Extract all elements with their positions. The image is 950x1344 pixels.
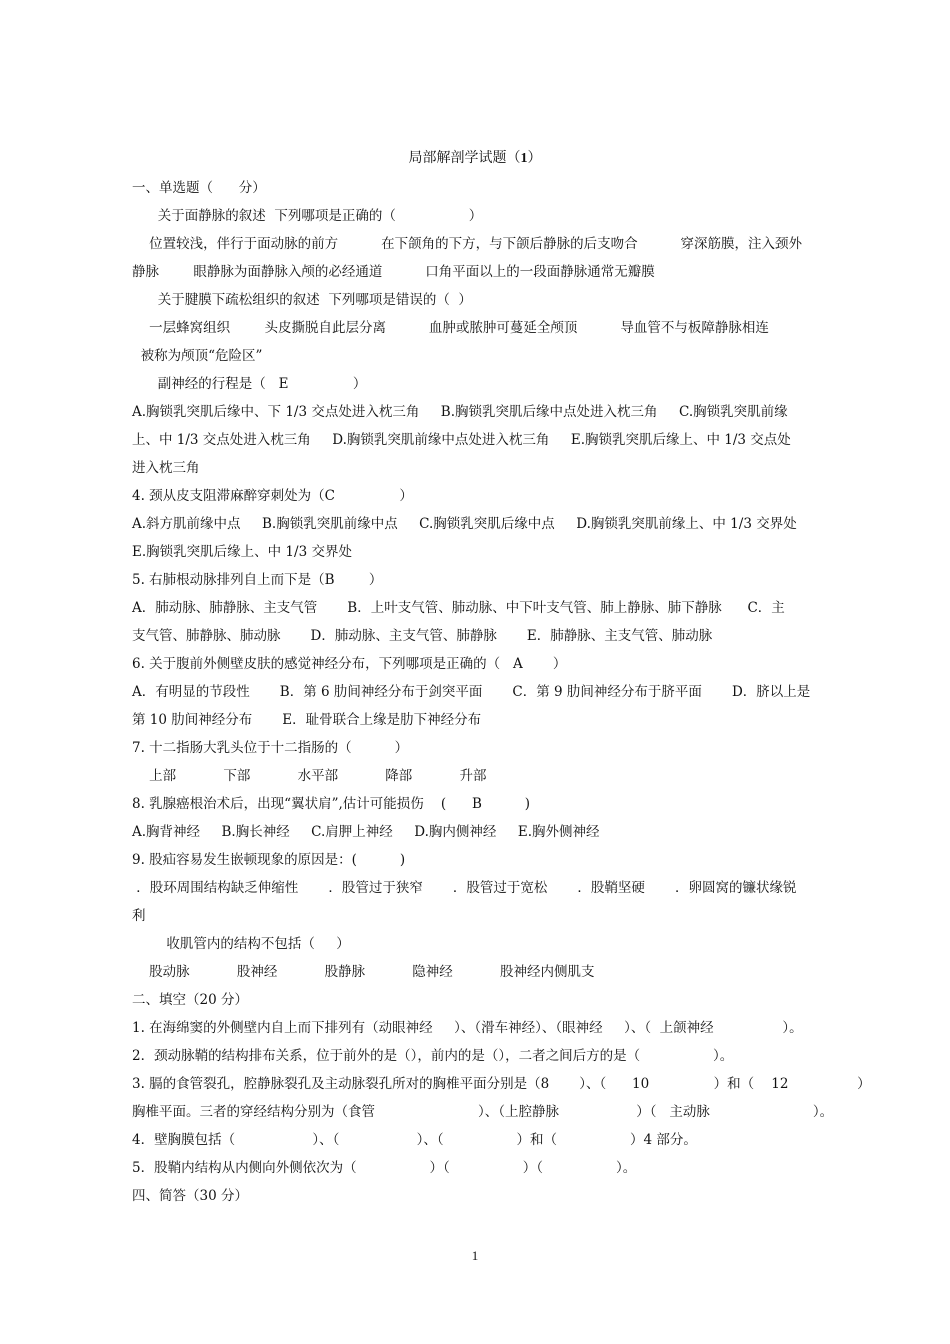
text-line: E.胸锁乳突肌后缘上、中 1/3 交界处 [132, 544, 352, 560]
title-number: 1 [520, 151, 528, 166]
text-line: 被称为颅顶“危险区” [132, 348, 263, 364]
text-line: ．股环周围结构缺乏伸缩性 ．股管过于狭窄 ．股管过于宽松 ．股鞘坚硬 ．卵圆窝的镰状缘锐 [132, 880, 797, 896]
text-line: 上部 下部 水平部 降部 升部 [132, 768, 487, 784]
title-text: 局部解剖学试题（ [408, 150, 521, 166]
text-line: 股动脉 股神经 股静脉 隐神经 股神经内侧肌支 [132, 964, 595, 980]
text-line: 利 [132, 908, 146, 924]
text-line: 9. 股疝容易发生嵌顿现象的原因是：( ) [132, 852, 406, 868]
text-line: 4．壁胸膜包括（ ）、（ ）、（ ）和（ ）4 部分。 [132, 1132, 697, 1148]
text-line: 四、简答（30 分） [132, 1188, 248, 1204]
text-line: 1. 在海绵窦的外侧壁内自上而下排列有（动眼神经 ）、（滑车神经）、（眼神经 ）、（ 上颌神经 ）。 [132, 1020, 803, 1036]
text-line: 胸椎平面。三者的穿经结构分别为（食管 ）、（上腔静脉 ）（ 主动脉 ）。 [132, 1104, 834, 1120]
text-line: A．有明显的节段性 B．第 6 肋间神经分布于剑突平面 C．第 9 肋间神经分布于脐平面 D．脐以上是 [132, 684, 811, 700]
text-line: 5. 右肺根动脉排列自上而下是（B ） [132, 572, 383, 588]
text-line: 上、中 1/3 交点处进入枕三角 D.胸锁乳突肌前缘中点处进入枕三角 E.胸锁乳突肌后缘上、中 1/3 交点处 [132, 432, 791, 448]
text-line: 2．颈动脉鞘的结构排布关系，位于前外的是（），前内的是（），二者之间后方的是（ ）。 [132, 1048, 734, 1064]
text-line: 6. 关于腹前外侧壁皮肤的感觉神经分布，下列哪项是正确的（ A ） [132, 656, 567, 672]
page-title [0, 148, 950, 169]
text-line: 位置较浅，伴行于面动脉的前方 在下颌角的下方，与下颌后静脉的后支吻合 穿深筋膜，注入颈外 [132, 236, 802, 252]
text-line: 静脉 眼静脉为面静脉入颅的必经通道 口角平面以上的一段面静脉通常无瓣膜 [132, 264, 655, 280]
text-line: A．肺动脉、肺静脉、主支气管 B．上叶支气管、肺动脉、中下叶支气管、肺上静脉、肺下静脉 C．主 [132, 600, 785, 616]
page-number: 1 [471, 1248, 479, 1263]
text-line: 8. 乳腺癌根治术后，出现“翼状肩”,估计可能损伤 ( B ) [132, 796, 531, 812]
text-line: 一层蜂窝组织 头皮撕脱自此层分离 血肿或脓肿可蔓延全颅顶 导血管不与板障静脉相连 [132, 320, 769, 336]
text-line: 3. 膈的食管裂孔，腔静脉裂孔及主动脉裂孔所对的胸椎平面分别是（8 ）、（ 10 ）和（ 12 ） [132, 1076, 871, 1092]
text-line: 关于面静脉的叙述 下列哪项是正确的（ ） [132, 208, 483, 224]
text-line: 4. 颈从皮支阻滞麻醉穿刺处为（C ） [132, 488, 413, 504]
text-line: 进入枕三角 [132, 460, 200, 476]
text-line: 第 10 肋间神经分布 E．耻骨联合上缘是肋下神经分布 [132, 712, 482, 728]
text-line: A.斜方肌前缘中点 B.胸锁乳突肌前缘中点 C.胸锁乳突肌后缘中点 D.胸锁乳突肌前缘上、中 1/3 交界处 [132, 516, 797, 532]
text-line: A.胸背神经 B.胸长神经 C.肩胛上神经 D.胸内侧神经 E.胸外侧神经 [132, 824, 600, 840]
text-line: 二、填空（20 分） [132, 992, 248, 1008]
title-close: ） [527, 150, 542, 166]
text-line: 7. 十二指肠大乳头位于十二指肠的（ ） [132, 740, 409, 756]
text-line: A.胸锁乳突肌后缘中、下 1/3 交点处进入枕三角 B.胸锁乳突肌后缘中点处进入枕三角 C.胸锁乳突肌前缘 [132, 404, 788, 420]
exam-content [132, 174, 871, 1210]
text-line: 支气管、肺静脉、肺动脉 D．肺动脉、主支气管、肺静脉 E．肺静脉、主支气管、肺动脉 [132, 628, 713, 644]
text-line: 5．股鞘内结构从内侧向外侧依次为（ ）（ ）（ ）。 [132, 1160, 637, 1176]
text-line: 关于腱膜下疏松组织的叙述 下列哪项是错误的（ ） [132, 292, 472, 308]
text-line: 收肌管内的结构不包括（ ） [132, 936, 350, 952]
text-line: 副神经的行程是（ E ） [132, 376, 367, 392]
text-line: 一、单选题（ 分） [132, 180, 266, 196]
